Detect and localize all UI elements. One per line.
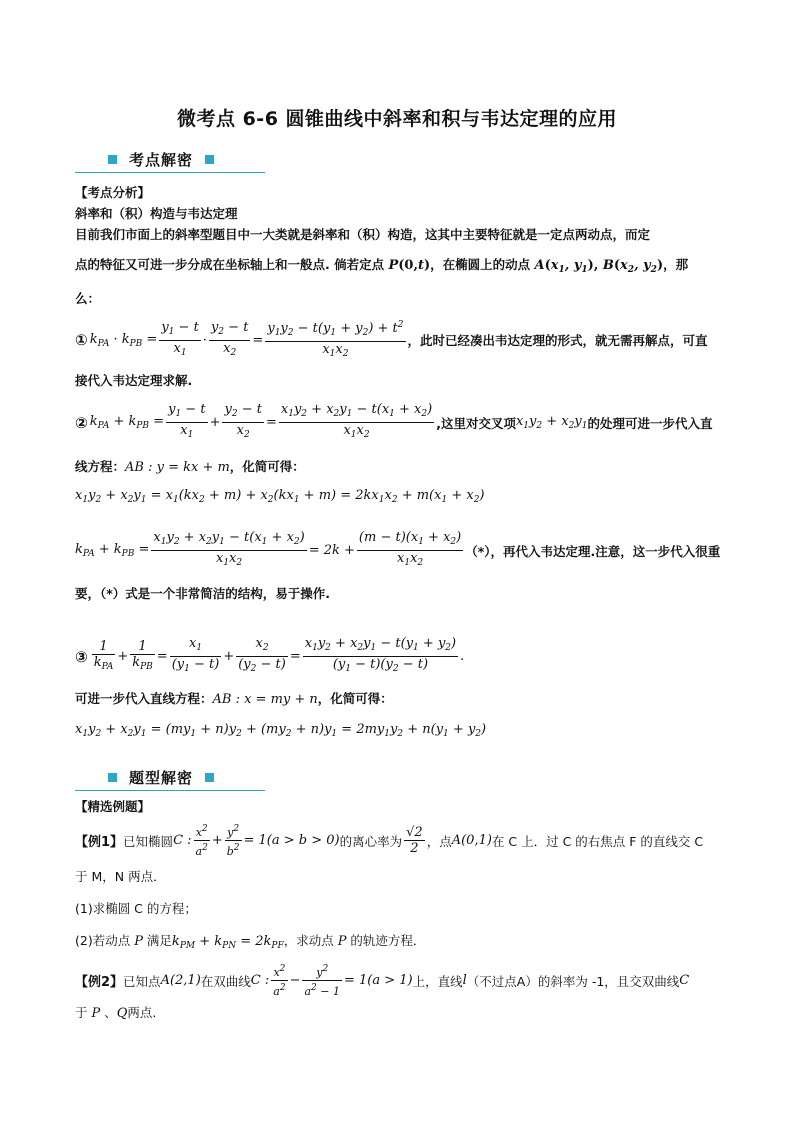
text-span: 的离心率为 [339,833,403,849]
text-span: 可进一步代入直线方程： [75,691,213,706]
text-span: ，化简可得： [317,691,393,706]
section-label: 题型解密 [129,768,194,787]
text-span: 两点. [127,1005,157,1020]
analysis-paragraph: 目前我们市面上的斜率型题目中一大类就是斜率和（积）构造，这其中主要特征就是一定点两动点，而定 [75,227,651,242]
example-1: 【例1】 已知椭圆 C : $x^2$ $a^2$ + $\frac{y^2}{b^2}$ = 1(a > b > 0) 的离心率为 √2 2 ，点 A(0,1) 在 C 上．过 C 的右焦点 F 的直线交 C [75,824,704,858]
text-span: （不过点A）的斜率为 -1，且交双曲线 [466,973,680,989]
section-rule [75,790,265,791]
section-header-kaodian [108,148,214,170]
section-header-tixing [108,766,214,788]
text-span: 的处理可进一步代入直 [587,415,713,431]
section-label: 考点解密 [129,150,194,169]
example-question: (1)求椭圆 C 的方程； [75,901,197,916]
circled-number-icon: ① [75,331,88,349]
analysis-paragraph: 么： [75,291,101,306]
formula-expansion: $x_1y_2 + x_2y_1 = (my_1 + n)y_2 + (my_2 + n)y_1 = 2my_1y_2 + n(y_1 + y_2)$ [75,722,487,739]
text-span: ，求动点 [283,933,338,948]
text-span: ,这里对交叉项 [436,415,516,431]
text-span: ，点 [426,833,452,849]
example-text: 于 P 、Q两点. [75,1005,157,1021]
text-span: ，此时已经凑出韦达定理的形式，就无需再解点，可直 [407,333,708,348]
text-span: 点的特征又可进一步分成在坐标轴上和一般点. 倘若定点 [75,257,389,272]
math-expression: A [534,258,545,273]
math-expression: P [388,258,399,273]
example-label: 【例1】 [75,835,124,850]
text-span: 、 [100,1005,117,1020]
analysis-paragraph: 可进一步代入直线方程：AB : x = my + n，化简可得： [75,691,393,707]
text-span: ，在椭圆上的动点 [430,257,535,272]
text-span: 满足 [142,933,172,948]
circled-number-icon: ③ [75,647,88,666]
analysis-header: 【考点分析】 [75,185,151,200]
text-span: 的轨迹方程． [346,933,426,948]
formula-item-1: ① $k_{PA} \cdot k_{PB}$ = $\frac{y_1 - t}{x_1}$ · $\frac{y_2 - t}{x_2}$ = $\frac{y_1y_2 - t(y_1 + y_2) + t^2}{x_1x_2}$ ，此时已经凑出韦达定理的形式，就无需再解点，可直 [75,319,708,359]
square-bullet-icon [205,773,214,782]
text-span: 在 C 上．过 C 的右焦点 F 的直线交 C [491,833,704,849]
square-bullet-icon [108,155,117,164]
analysis-subheader: 斜率和（积）构造与韦达定理 [75,206,238,221]
analysis-paragraph: 点的特征又可进一步分成在坐标轴上和一般点. 倘若定点 P(0,t)，在椭圆上的动点 $A(x_1$, $y_1$), $B(x_2$, $y_2$)，那 [75,257,689,275]
text-span: ，那 [663,257,689,272]
text-span: (2)若动点 [75,933,135,948]
formula-expansion: $x_1y_2 + x_2y_1 = x_1(kx_2 + m) + x_2(kx_1 + m) = 2kx_1x_2 + m(x_1 + x_2)$ [75,488,485,505]
text-span: （*），再代入韦达定理.注意，这一步代入很重 [465,543,721,559]
formula-star: $k_{PA} + k_{PB}$ = $\frac{x_1y_2 + x_2y_1 - t(x_1 + x_2)}{x_1x_2}$ = 2k + $\frac{(m - t)(x_1 + x_2)}{x_1x_2}$ （*），再代入韦达定理.注意，这一步代入很重 [75,530,721,568]
text-span: 线方程： [75,459,126,474]
text-span: 上，直线 [412,973,463,989]
example-text: 于 M，N 两点． [75,869,166,884]
text-span: 在双曲线 [200,973,251,989]
examples-header: 【精选例题】 [75,799,151,814]
analysis-paragraph: 要，（*）式是一个非常简洁的结构，易于操作. [75,586,331,601]
analysis-paragraph: 线方程：AB : y = kx + m，化简可得： [75,459,305,475]
text-span: ，化简可得： [229,459,305,474]
example-2: 【例2】 已知点 A(2,1) 在双曲线 C : $x^2$ $a^2$ − $\frac{y^2}{a^2 - 1}$ = 1(a > 1) 上，直线 l （不过点A）的斜率为 -1，且交双曲线 C [75,964,690,998]
formula-item-2: ② $k_{PA} + k_{PB}$ = $\frac{y_1 - t}{x_1}$ + $\frac{y_2 - t}{x_2}$ = $\frac{x_1y_2 + x_2y_1 - t(x_1 + x_2)}{x_1x_2}$ ,这里对交叉项 $x_1y_2 + x_2y_1$ 的处理可进一步代入直 [75,402,713,440]
formula-item-3: ③ 1 $k_{PA}$ + 1 $k_{PB}$ = $\frac{x_1}{(y_1 - t)}$ + $\frac{x_2}{(y_2 - t)}$ = $\frac{x_1y_2 + x_2y_1 - t(y_1 + y_2)}{(y_1 - t)(y_2 - t)}$ . [75,636,465,674]
text-span: 已知点 [123,973,161,989]
analysis-paragraph: 接代入韦达定理求解. [75,373,193,388]
text-span: 于 [75,1005,92,1020]
example-question: (2)若动点 P 满足$k_{PM} + k_{PN} = 2k_{PF}$，求动点 P 的轨迹方程． [75,933,426,951]
circled-number-icon: ② [75,413,88,432]
page-title: 微考点 6-6 圆锥曲线中斜率和积与韦达定理的应用 [176,108,618,130]
square-bullet-icon [205,155,214,164]
section-rule [75,172,265,173]
example-label: 【例2】 [75,975,124,990]
square-bullet-icon [108,773,117,782]
text-span: 已知椭圆 [123,833,174,849]
